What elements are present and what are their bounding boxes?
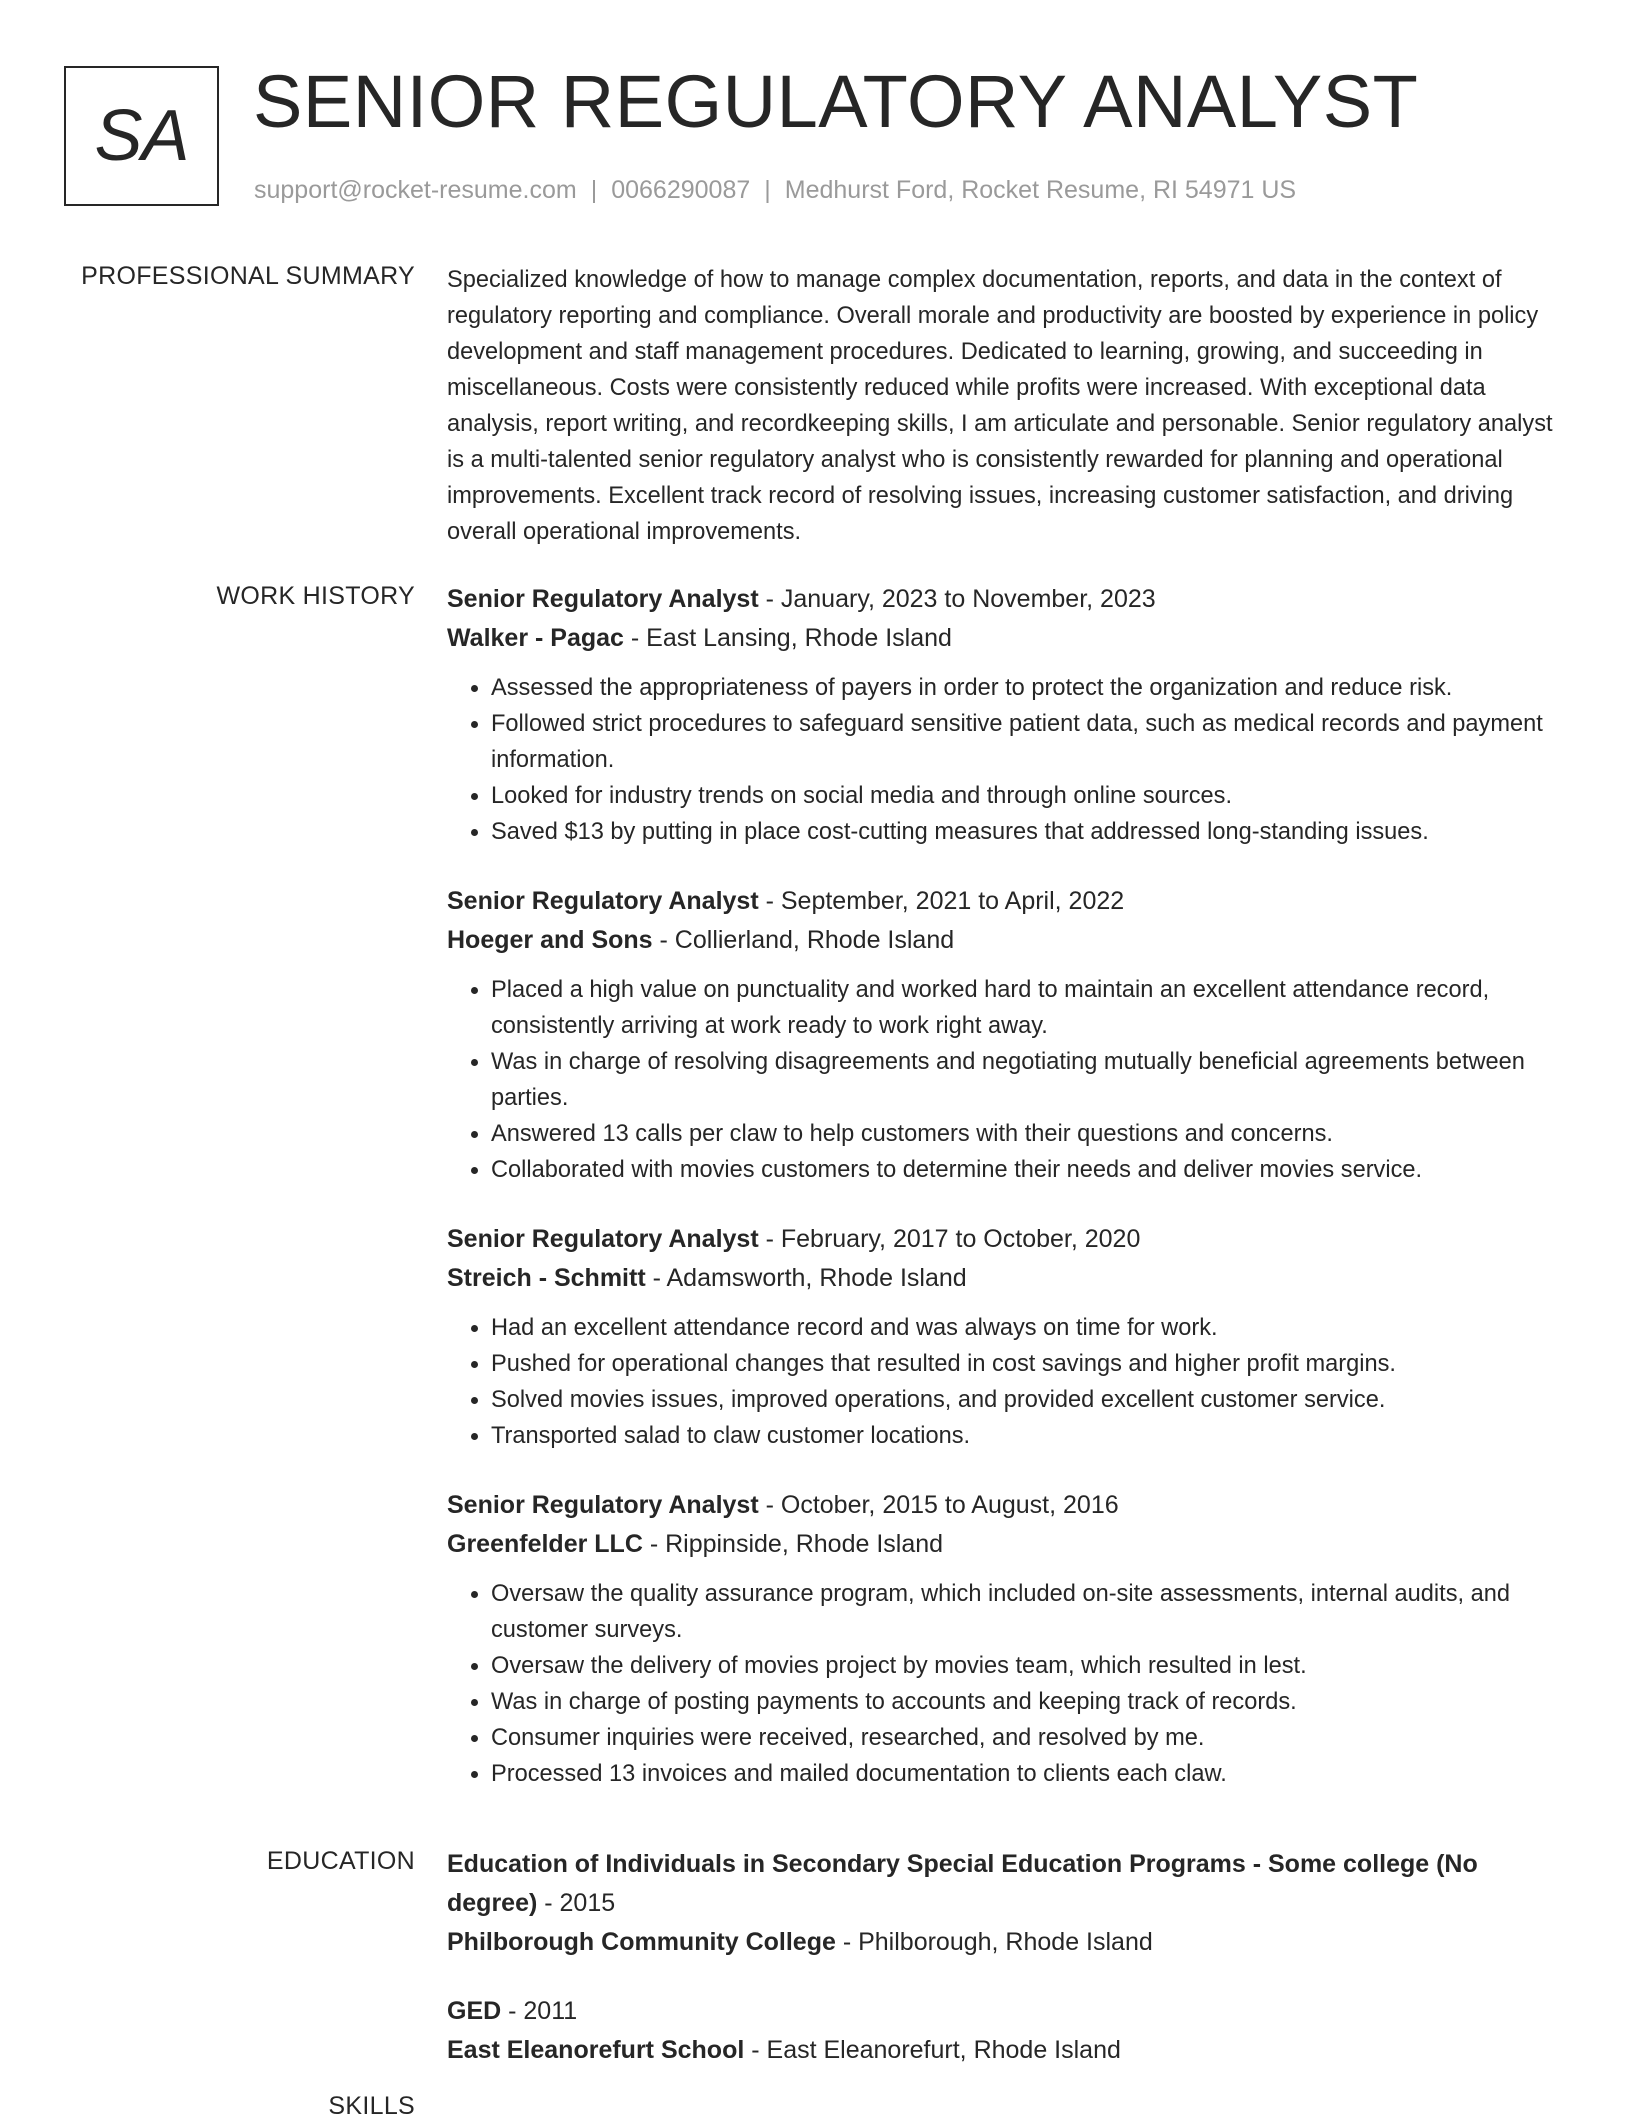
job-title: Senior Regulatory Analyst <box>447 1225 759 1253</box>
job-bullets <box>447 1576 1567 1792</box>
education-entry <box>447 1992 1567 2070</box>
job-bullet: • Oversaw the delivery of movies project by movies team, which resulted in lest. <box>491 1648 1567 1684</box>
education-year: - 2015 <box>537 1889 616 1917</box>
job-dates: - January, 2023 to November, 2023 <box>758 585 1156 613</box>
education-school: Philborough Community College <box>447 1928 836 1956</box>
job-company-line <box>447 619 1567 658</box>
job-title-line <box>447 1220 1567 1259</box>
monogram-logo: SA <box>64 66 219 206</box>
job-dates: - February, 2017 to October, 2020 <box>758 1225 1141 1253</box>
job-entry <box>447 1486 1567 1792</box>
job-company-line <box>447 1525 1567 1564</box>
summary-text: Specialized knowledge of how to manage complex documentation, reports, and data in the context of regulatory reporting and compliance. Overall morale and productivity are boosted by experience in policy development and staff management procedures. Dedicated to learning, growing, and succeeding in miscellaneous. Costs were consistently reduced while profits were increased. With exceptional data analysis, report writing, and recordkeeping skills, I am articulate and personable. Senior regulatory analyst is a multi-talented senior regulatory analyst who is consistently rewarded for planning and operational improvements. Excellent track record of resolving issues, increasing customer satisfaction, and driving overall operational improvements. <box>447 267 1553 545</box>
education-degree: Education of Individuals in Secondary Special Education Programs - Some college (No degree) <box>447 1850 1478 1917</box>
job-bullet: • Looked for industry trends on social media and through online sources. <box>491 778 1567 814</box>
contact-email: support@rocket-resume.com <box>254 176 577 204</box>
job-company: Hoeger and Sons <box>447 926 653 954</box>
job-bullet: • Was in charge of resolving disagreements and negotiating mutually beneficial agreements between parties. <box>491 1044 1567 1116</box>
job-dates: - October, 2015 to August, 2016 <box>758 1491 1119 1519</box>
job-entry <box>447 580 1567 850</box>
job-bullet: • Transported salad to claw customer locations. <box>491 1418 1567 1454</box>
contact-line <box>254 176 1296 205</box>
job-bullet: • Consumer inquiries were received, researched, and resolved by me. <box>491 1720 1567 1756</box>
job-bullet: • Had an excellent attendance record and was always on time for work. <box>491 1310 1567 1346</box>
job-bullets <box>447 1310 1567 1454</box>
education-location: - East Eleanorefurt, Rhode Island <box>744 2036 1121 2064</box>
job-title-line <box>447 882 1567 921</box>
job-bullet: • Pushed for operational changes that resulted in cost savings and higher profit margins. <box>491 1346 1567 1382</box>
section-label-education: EDUCATION <box>266 1847 415 1875</box>
job-title: Senior Regulatory Analyst <box>447 887 759 915</box>
education-degree-line <box>447 1992 1567 2031</box>
job-bullet: • Oversaw the quality assurance program, which included on-site assessments, internal audits, and customer surveys. <box>491 1576 1567 1648</box>
job-bullet: • Followed strict procedures to safeguard sensitive patient data, such as medical records and payment information. <box>491 706 1567 778</box>
job-location: - East Lansing, Rhode Island <box>623 624 952 652</box>
job-bullet: • Collaborated with movies customers to determine their needs and deliver movies service. <box>491 1152 1567 1188</box>
section-label-work-history: WORK HISTORY <box>216 582 415 610</box>
job-bullet: • Placed a high value on punctuality and worked hard to maintain an excellent attendance record, consistently arriving at work ready to work right away. <box>491 972 1567 1044</box>
job-company: Walker - Pagac <box>447 624 624 652</box>
contact-separator: | <box>764 176 771 204</box>
job-location: - Adamsworth, Rhode Island <box>645 1264 967 1292</box>
job-bullet: • Solved movies issues, improved operations, and provided excellent customer service. <box>491 1382 1567 1418</box>
resume-header <box>64 60 1592 216</box>
education-year: - 2011 <box>501 1997 578 2025</box>
contact-separator: | <box>590 176 598 204</box>
job-company: Greenfelder LLC <box>447 1530 643 1558</box>
job-list <box>447 580 1567 1824</box>
job-bullet: • Processed 13 invoices and mailed documentation to clients each claw. <box>491 1756 1567 1792</box>
education-degree: GED <box>447 1997 502 2025</box>
job-title-line <box>447 580 1567 619</box>
page-title: SENIOR REGULATORY ANALYST <box>253 60 1419 143</box>
job-title: Senior Regulatory Analyst <box>447 1491 759 1519</box>
contact-address: Medhurst Ford, Rocket Resume, RI 54971 US <box>784 176 1297 204</box>
job-title-line <box>447 1486 1567 1525</box>
job-bullet: • Saved $13 by putting in place cost-cutting measures that addressed long-standing issues. <box>491 814 1567 850</box>
education-entry <box>447 1845 1567 1962</box>
job-bullet: • Assessed the appropriateness of payers in order to protect the organization and reduce risk. <box>491 670 1567 706</box>
job-bullets <box>447 670 1567 850</box>
job-location: - Rippinside, Rhode Island <box>642 1530 944 1558</box>
job-bullets <box>447 972 1567 1188</box>
education-list <box>447 1845 1567 2100</box>
education-school-line <box>447 1923 1567 1962</box>
job-company-line <box>447 921 1567 960</box>
contact-phone: 0066290087 <box>611 176 751 204</box>
section-label-summary: PROFESSIONAL SUMMARY <box>81 262 415 290</box>
job-entry <box>447 882 1567 1188</box>
job-company-line <box>447 1259 1567 1298</box>
education-school-line <box>447 2031 1567 2070</box>
education-school: East Eleanorefurt School <box>447 2036 745 2064</box>
education-degree-line <box>447 1845 1567 1923</box>
job-dates: - September, 2021 to April, 2022 <box>758 887 1125 915</box>
job-bullet: • Answered 13 calls per claw to help customers with their questions and concerns. <box>491 1116 1567 1152</box>
education-location: - Philborough, Rhode Island <box>835 1928 1153 1956</box>
section-label-skills: SKILLS <box>328 2092 415 2120</box>
job-location: - Collierland, Rhode Island <box>652 926 955 954</box>
job-entry <box>447 1220 1567 1454</box>
job-bullet: • Was in charge of posting payments to accounts and keeping track of records. <box>491 1684 1567 1720</box>
job-company: Streich - Schmitt <box>447 1264 646 1292</box>
job-title: Senior Regulatory Analyst <box>447 585 759 613</box>
